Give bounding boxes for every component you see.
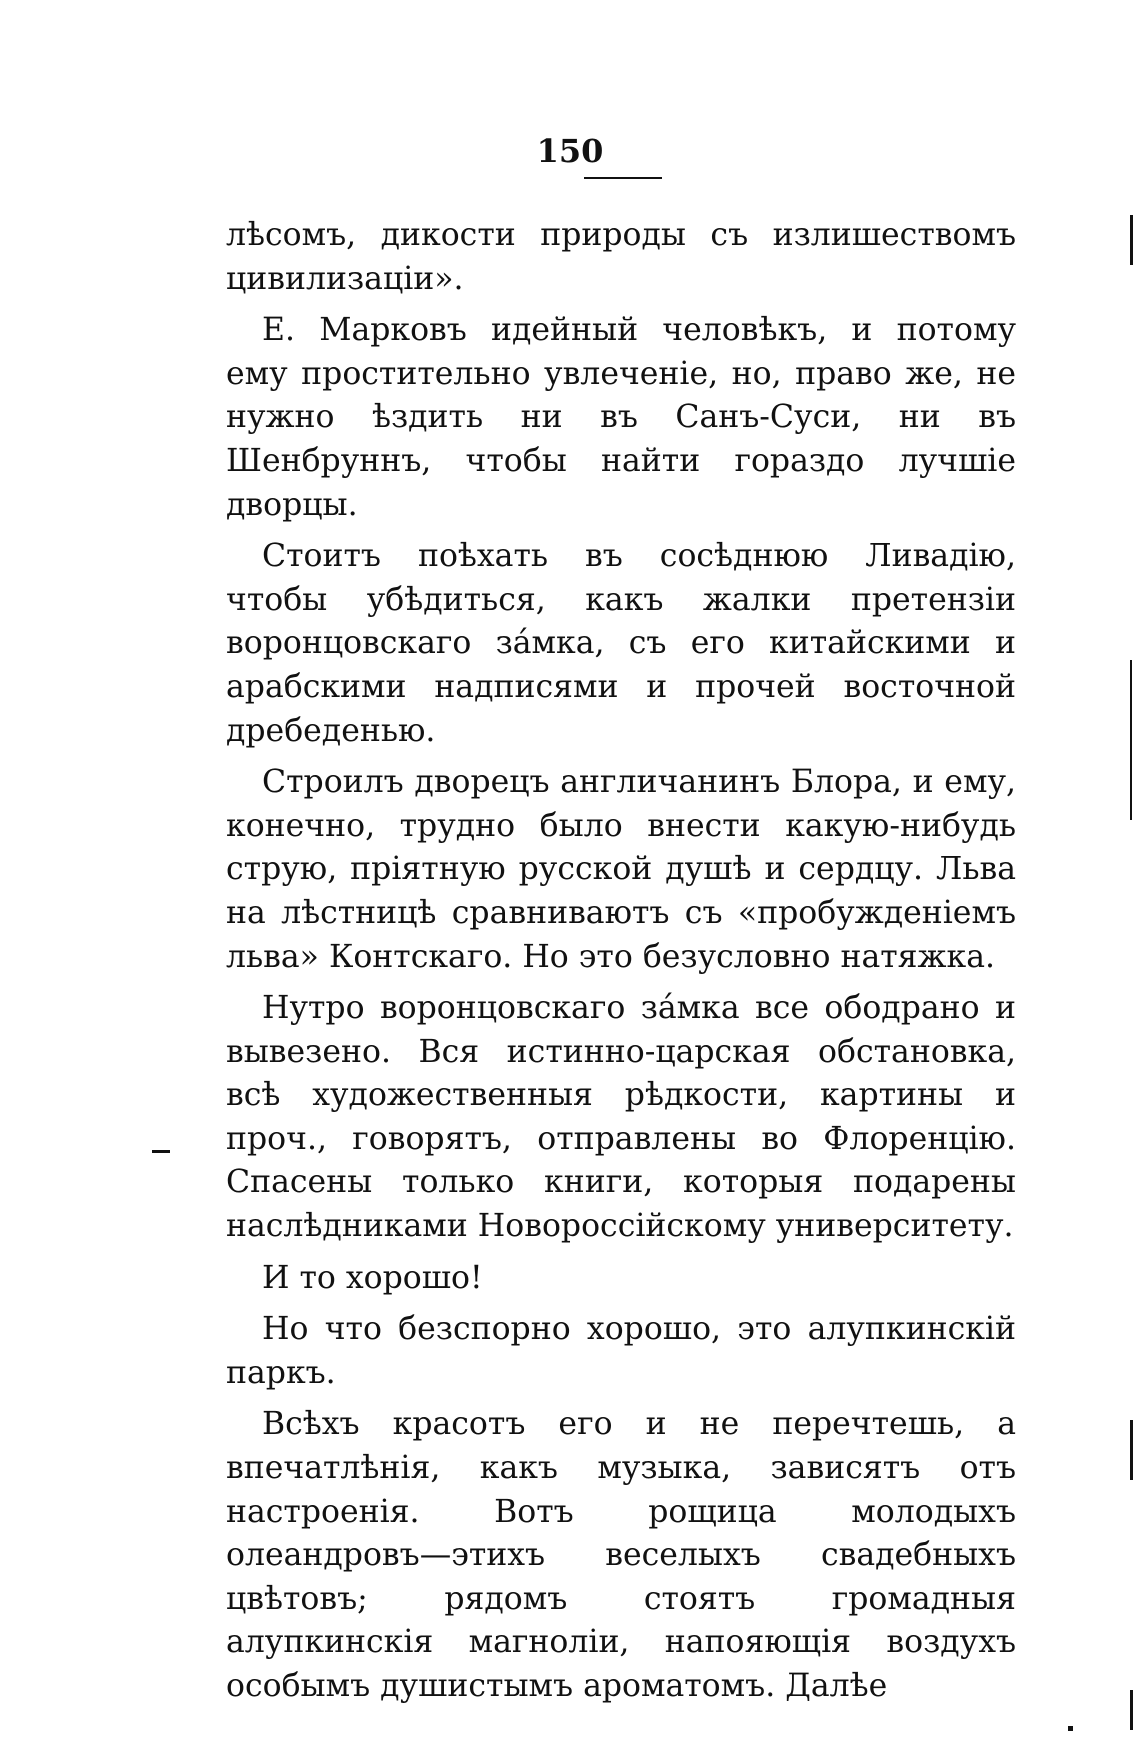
paragraph: Строилъ дворецъ англичанинъ Блора, и ему, конечно, трудно было внести какую-нибудь струю, пріятную русской душѣ и сердцу. Льва на лѣстницѣ сравниваютъ съ «пробужденіемъ льва» Контскаго. Но это безусловно натяжка.: [226, 764, 1016, 975]
page-number-rule: [584, 177, 662, 179]
paragraph: Нутро воронцовскаго зáмка все ободрано и вывезено. Вся истинно-царская обстановка, всѣ художественныя рѣдкости, картины и проч., говорятъ, отправлены во Флоренцію. Спасены только книги, которыя подарены наслѣдниками Новороссійскому университету.: [226, 990, 1016, 1245]
paragraph: Е. Марковъ идейный человѣкъ, и потому ему простительно увлеченіе, но, право же, не нужно ѣздить ни въ Санъ-Суси, ни въ Шенбруннъ, чтобы найти гораздо лучшіе дворцы.: [226, 312, 1016, 523]
paragraph: Но что безспорно хорошо, это алупкинскій паркъ.: [226, 1311, 1016, 1391]
scan-edge-mark: [1130, 215, 1133, 265]
paragraph: И то хорошо!: [262, 1259, 483, 1296]
page-number: 150: [536, 132, 604, 170]
scan-speck: [152, 1150, 170, 1153]
scan-edge-mark: [1130, 1420, 1133, 1480]
scan-edge-mark: [1130, 660, 1132, 820]
scan-speck: [1068, 1726, 1073, 1731]
paragraph: лѣсомъ, дикости природы съ излишествомъ цивилизаціи».: [226, 217, 1016, 297]
scan-edge-mark: [1130, 1690, 1133, 1730]
body-text: [226, 214, 1016, 1717]
paragraph: Всѣхъ красотъ его и не перечтешь, а впечатлѣнія, какъ музыка, зависятъ отъ настроенія. Вотъ рощица молодыхъ олеандровъ—этихъ веселыхъ свадебныхъ цвѣтовъ; рядомъ стоятъ громадныя алупкинскія магноліи, напояющія воздухъ особымъ душистымъ ароматомъ. Далѣе: [226, 1406, 1016, 1704]
paragraph: Стоитъ поѣхать въ сосѣднюю Ливадію, чтобы убѣдиться, какъ жалки претензіи воронцовскаго зáмка, съ его китайскими и арабскими надписями и прочей восточной дребеденью.: [226, 538, 1016, 749]
